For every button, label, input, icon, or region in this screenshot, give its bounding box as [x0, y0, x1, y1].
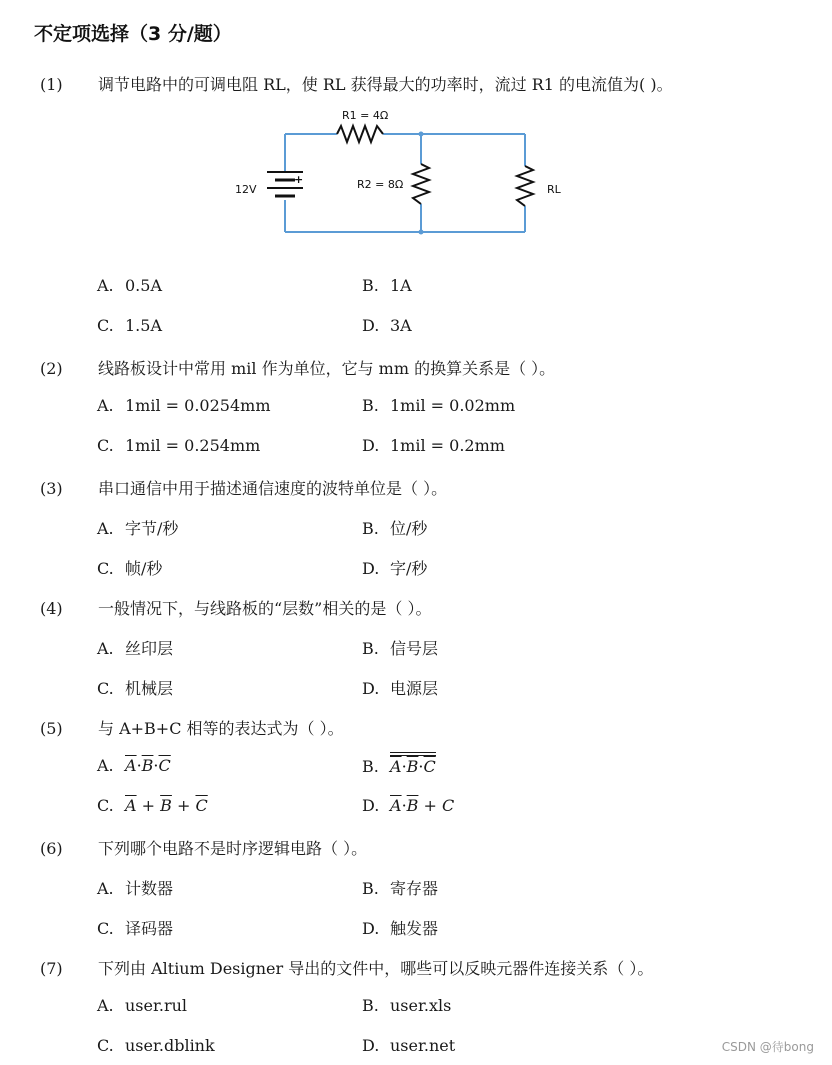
- math-expression: $\overline{A}\cdot\overline{B} + C$: [390, 796, 455, 815]
- question-text: 下列由 Altium Designer 导出的文件中，哪些可以反映元器件连接关系（ ）。: [98, 959, 654, 978]
- option-6c[interactable]: C. 译码器: [97, 919, 174, 938]
- option-1c[interactable]: C. 1.5A: [97, 316, 162, 335]
- option-6b[interactable]: B. 寄存器: [362, 879, 439, 898]
- question-3: [40, 476, 447, 499]
- option-2b[interactable]: B. 1mil = 0.02mm: [362, 396, 516, 415]
- question-number: (4): [40, 599, 63, 618]
- option-5a[interactable]: A. $\overline{A}\cdot\overline{B}\cdot\overline{C}$: [97, 756, 171, 775]
- option-7d[interactable]: D. user.net: [362, 1036, 456, 1055]
- circuit-wires: [285, 134, 525, 232]
- question-text: 与 A+B+C 相等的表达式为（ ）。: [98, 719, 344, 738]
- option-4b[interactable]: B. 信号层: [362, 639, 439, 658]
- question-7: [40, 956, 653, 979]
- option-4c[interactable]: C. 机械层: [97, 679, 174, 698]
- question-text: 下列哪个电路不是时序逻辑电路（ ）。: [98, 839, 368, 858]
- question-6: [40, 836, 367, 859]
- option-3b[interactable]: B. 位/秒: [362, 519, 428, 538]
- math-expression: $\overline{A} + \overline{B} + \overline{C}$: [125, 796, 208, 815]
- question-number: (6): [40, 839, 63, 858]
- option-7c[interactable]: C. user.dblink: [97, 1036, 215, 1055]
- source-label: 12V: [235, 183, 257, 196]
- option-2a[interactable]: A. 1mil = 0.0254mm: [97, 396, 271, 415]
- option-6d[interactable]: D. 触发器: [362, 919, 439, 938]
- option-3a[interactable]: A. 字节/秒: [97, 519, 179, 538]
- junction-bottom: [419, 230, 424, 235]
- option-4d[interactable]: D. 电源层: [362, 679, 439, 698]
- question-text: 一般情况下，与线路板的“层数”相关的是（ ）。: [98, 599, 432, 618]
- r2-label: R2 = 8Ω: [357, 178, 404, 191]
- option-3d[interactable]: D. 字/秒: [362, 559, 428, 578]
- r1-label: R1 = 4Ω: [342, 109, 389, 122]
- question-text: 串口通信中用于描述通信速度的波特单位是（ ）。: [98, 479, 448, 498]
- option-1d[interactable]: D. 3A: [362, 316, 412, 335]
- option-6a[interactable]: A. 计数器: [97, 879, 174, 898]
- option-4a[interactable]: A. 丝印层: [97, 639, 174, 658]
- option-5b[interactable]: B. $\overline{A}\cdot\overline{B}\cdot\overline{C}$: [362, 756, 436, 776]
- math-expression: $\overline{A}\cdot\overline{B}\cdot\overline{C}$: [390, 752, 436, 776]
- option-7b[interactable]: B. user.xls: [362, 996, 452, 1015]
- math-expression: $\overline{A}\cdot\overline{B}\cdot\overline{C}$: [125, 756, 171, 775]
- junction-top: [419, 132, 424, 137]
- battery-plus: +: [294, 173, 304, 186]
- section-title: 不定项选择（3 分/题）: [34, 23, 232, 45]
- option-1a[interactable]: A. 0.5A: [97, 276, 162, 295]
- option-3c[interactable]: C. 帧/秒: [97, 559, 163, 578]
- question-number: (2): [40, 359, 63, 378]
- question-number: (7): [40, 959, 63, 978]
- question-number: (5): [40, 719, 63, 738]
- option-7a[interactable]: A. user.rul: [97, 996, 188, 1015]
- question-number: (1): [40, 75, 63, 94]
- option-2d[interactable]: D. 1mil = 0.2mm: [362, 436, 505, 455]
- question-number: (3): [40, 479, 63, 498]
- rl-resistor: [517, 166, 533, 206]
- rl-label: RL: [547, 183, 561, 196]
- question-2: [40, 356, 555, 379]
- option-5d[interactable]: D. $\overline{A}\cdot\overline{B} + C$: [362, 796, 455, 815]
- question-text: 线路板设计中常用 mil 作为单位，它与 mm 的换算关系是（ ）。: [98, 359, 556, 378]
- question-text: 调节电路中的可调电阻 RL，使 RL 获得最大的功率时，流过 R1 的电流值为( )。: [98, 75, 673, 94]
- r1-resistor: [337, 126, 383, 142]
- watermark: CSDN @待bong: [721, 1040, 814, 1054]
- option-2c[interactable]: C. 1mil = 0.254mm: [97, 436, 261, 455]
- option-5c[interactable]: C. $\overline{A} + \overline{B} + \overline{C}$: [97, 796, 208, 815]
- option-1b[interactable]: B. 1A: [362, 276, 412, 295]
- circuit-diagram: [225, 104, 585, 239]
- question-1: [40, 72, 673, 95]
- question-4: [40, 596, 431, 619]
- r2-resistor: [413, 164, 429, 204]
- question-5: [40, 716, 344, 739]
